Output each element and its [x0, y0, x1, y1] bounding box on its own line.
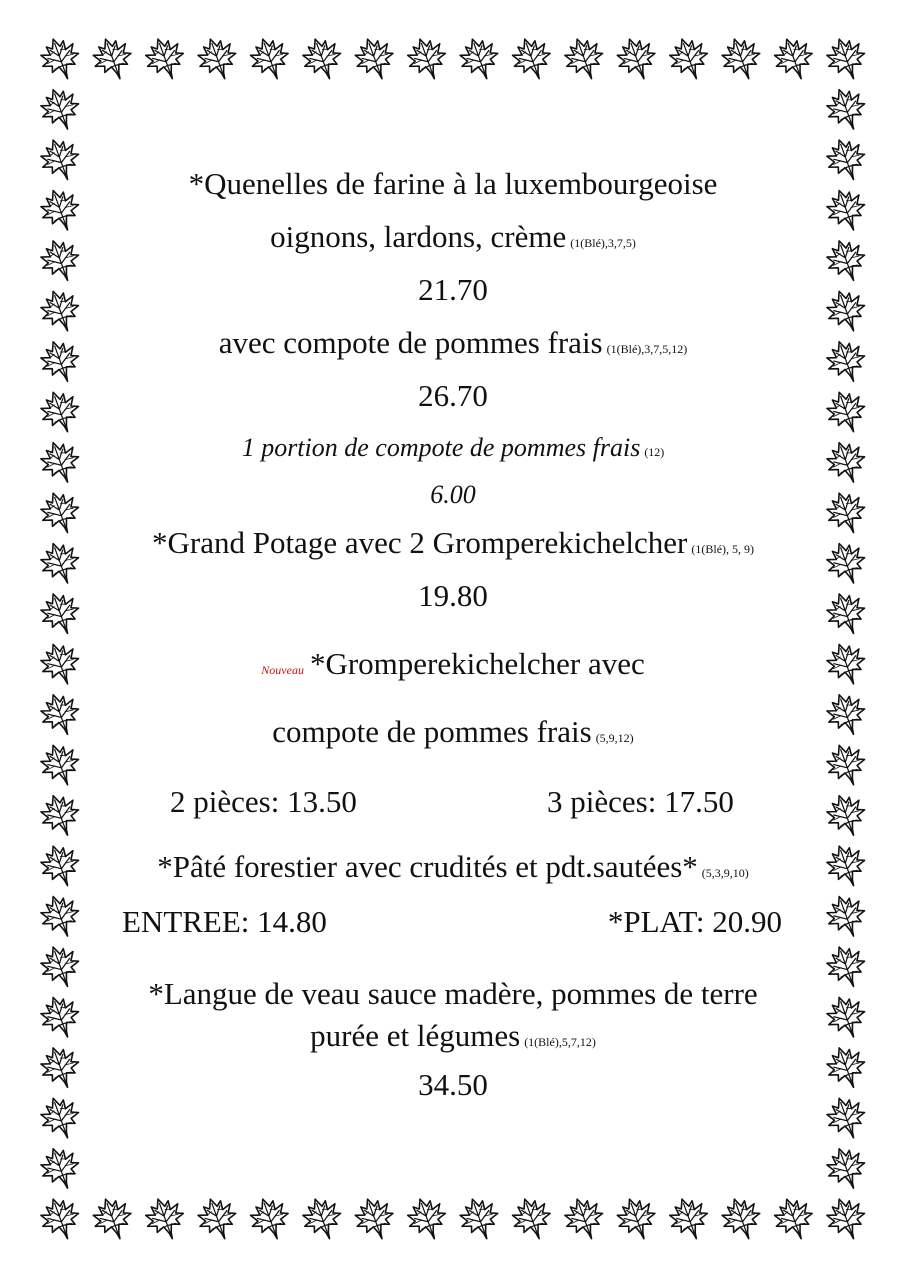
maple-leaf-icon: [821, 386, 871, 438]
maple-leaf-icon: [350, 33, 400, 85]
maple-leaf-icon: [35, 537, 85, 589]
maple-leaf-icon: [507, 1193, 557, 1245]
side-portion-compote: 1 portion de compote de pommes frais (12): [241, 433, 665, 462]
dish-variant-compote: avec compote de pommes frais (1(Blé),3,7,5,12): [218, 325, 688, 360]
maple-leaf-icon: [193, 1193, 243, 1245]
maple-leaf-icon: [821, 638, 871, 690]
maple-leaf-icon: [821, 335, 871, 387]
maple-leaf-icon: [35, 941, 85, 993]
maple-leaf-icon: [35, 789, 85, 841]
maple-leaf-icon: [664, 33, 714, 85]
maple-leaf-icon: [821, 436, 871, 488]
maple-leaf-icon: [35, 134, 85, 186]
maple-leaf-icon: [821, 890, 871, 942]
price-quenelles: 21.70: [418, 272, 488, 307]
maple-leaf-icon: [35, 83, 85, 135]
maple-leaf-icon: [821, 840, 871, 892]
maple-leaf-icon: [821, 688, 871, 740]
maple-leaf-icon: [88, 33, 138, 85]
maple-leaf-icon: [35, 487, 85, 539]
maple-leaf-icon: [297, 33, 347, 85]
price-plat: *PLAT: 20.90: [607, 904, 782, 939]
maple-leaf-icon: [769, 1193, 819, 1245]
maple-leaf-icon: [35, 386, 85, 438]
allergen-codes: (1(Blé), 5, 9): [691, 542, 755, 556]
maple-leaf-icon: [245, 33, 295, 85]
maple-leaf-icon: [821, 33, 871, 85]
allergen-codes: (1(Blé),3,7,5): [570, 236, 636, 250]
maple-leaf-icon: [821, 991, 871, 1043]
maple-leaf-icon: [821, 1193, 871, 1245]
dish-title-grand-potage: *Grand Potage avec 2 Gromperekichelcher (1(Blé), 5, 9): [151, 525, 755, 560]
maple-leaf-icon: [559, 1193, 609, 1245]
dish-title-langue-de-veau: *Langue de veau sauce madère, pommes de terre: [148, 976, 758, 1011]
maple-leaf-icon: [245, 1193, 295, 1245]
price-langue-de-veau: 34.50: [418, 1067, 488, 1102]
maple-leaf-icon: [559, 33, 609, 85]
dish-title-pate-forestier: *Pâté forestier avec crudités et pdt.sautées* (5,3,9,10): [157, 849, 749, 884]
maple-leaf-icon: [402, 1193, 452, 1245]
price-three-pieces: 3 pièces: 17.50: [547, 784, 734, 819]
maple-leaf-icon: [821, 1041, 871, 1093]
maple-leaf-icon: [821, 587, 871, 639]
dish-desc-quenelles: oignons, lardons, crème (1(Blé),3,7,5): [270, 219, 636, 254]
maple-leaf-icon: [821, 487, 871, 539]
maple-leaf-icon: [35, 335, 85, 387]
maple-leaf-icon: [193, 33, 243, 85]
maple-leaf-icon: [821, 234, 871, 286]
maple-leaf-icon: [35, 638, 85, 690]
price-entree: ENTREE: 14.80: [122, 904, 327, 939]
maple-leaf-icon: [35, 688, 85, 740]
maple-leaf-icon: [297, 1193, 347, 1245]
maple-leaf-icon: [140, 33, 190, 85]
allergen-codes: (12): [644, 445, 665, 459]
maple-leaf-icon: [821, 789, 871, 841]
maple-leaf-icon: [821, 134, 871, 186]
maple-leaf-icon: [35, 436, 85, 488]
maple-leaf-icon: [821, 941, 871, 993]
allergen-codes: (5,9,12): [595, 731, 634, 745]
maple-leaf-icon: [717, 33, 767, 85]
maple-leaf-icon: [821, 1092, 871, 1144]
maple-leaf-icon: [35, 587, 85, 639]
maple-leaf-icon: [88, 1193, 138, 1245]
maple-leaf-icon: [35, 840, 85, 892]
maple-leaf-icon: [769, 33, 819, 85]
maple-leaf-icon: [717, 1193, 767, 1245]
maple-leaf-icon: [455, 33, 505, 85]
dish-desc-langue-de-veau: purée et légumes (1(Blé),5,7,12): [310, 1018, 596, 1053]
dish-desc-gromperekichelcher: compote de pommes frais (5,9,12): [272, 714, 634, 749]
maple-leaf-icon: [35, 739, 85, 791]
maple-leaf-icon: [612, 1193, 662, 1245]
dish-title-quenelles: *Quenelles de farine à la luxembourgeoise: [188, 166, 718, 201]
maple-leaf-icon: [664, 1193, 714, 1245]
maple-leaf-icon: [612, 33, 662, 85]
maple-leaf-icon: [350, 1193, 400, 1245]
maple-leaf-icon: [821, 83, 871, 135]
maple-leaf-icon: [35, 1092, 85, 1144]
dish-title-gromperekichelcher: Nouveau *Gromperekichelcher avec: [261, 646, 645, 681]
allergen-codes: (1(Blé),3,7,5,12): [606, 342, 688, 356]
price-two-pieces: 2 pièces: 13.50: [170, 784, 357, 819]
maple-leaf-icon: [507, 33, 557, 85]
maple-leaf-icon: [455, 1193, 505, 1245]
maple-leaf-icon: [821, 1142, 871, 1194]
maple-leaf-icon: [35, 1142, 85, 1194]
maple-leaf-icon: [35, 890, 85, 942]
maple-leaf-icon: [35, 991, 85, 1043]
price-quenelles-compote: 26.70: [418, 378, 488, 413]
maple-leaf-icon: [35, 1193, 85, 1245]
price-portion-compote: 6.00: [430, 480, 476, 509]
maple-leaf-icon: [821, 184, 871, 236]
maple-leaf-icon: [35, 285, 85, 337]
allergen-codes: (5,3,9,10): [701, 866, 749, 880]
price-grand-potage: 19.80: [418, 578, 488, 613]
maple-leaf-icon: [821, 537, 871, 589]
maple-leaf-icon: [821, 739, 871, 791]
maple-leaf-icon: [35, 33, 85, 85]
maple-leaf-icon: [140, 1193, 190, 1245]
maple-leaf-icon: [35, 184, 85, 236]
maple-leaf-icon: [35, 234, 85, 286]
maple-leaf-icon: [402, 33, 452, 85]
maple-leaf-icon: [35, 1041, 85, 1093]
maple-leaf-icon: [821, 285, 871, 337]
new-badge: Nouveau: [261, 663, 304, 677]
allergen-codes: (1(Blé),5,7,12): [524, 1035, 596, 1049]
